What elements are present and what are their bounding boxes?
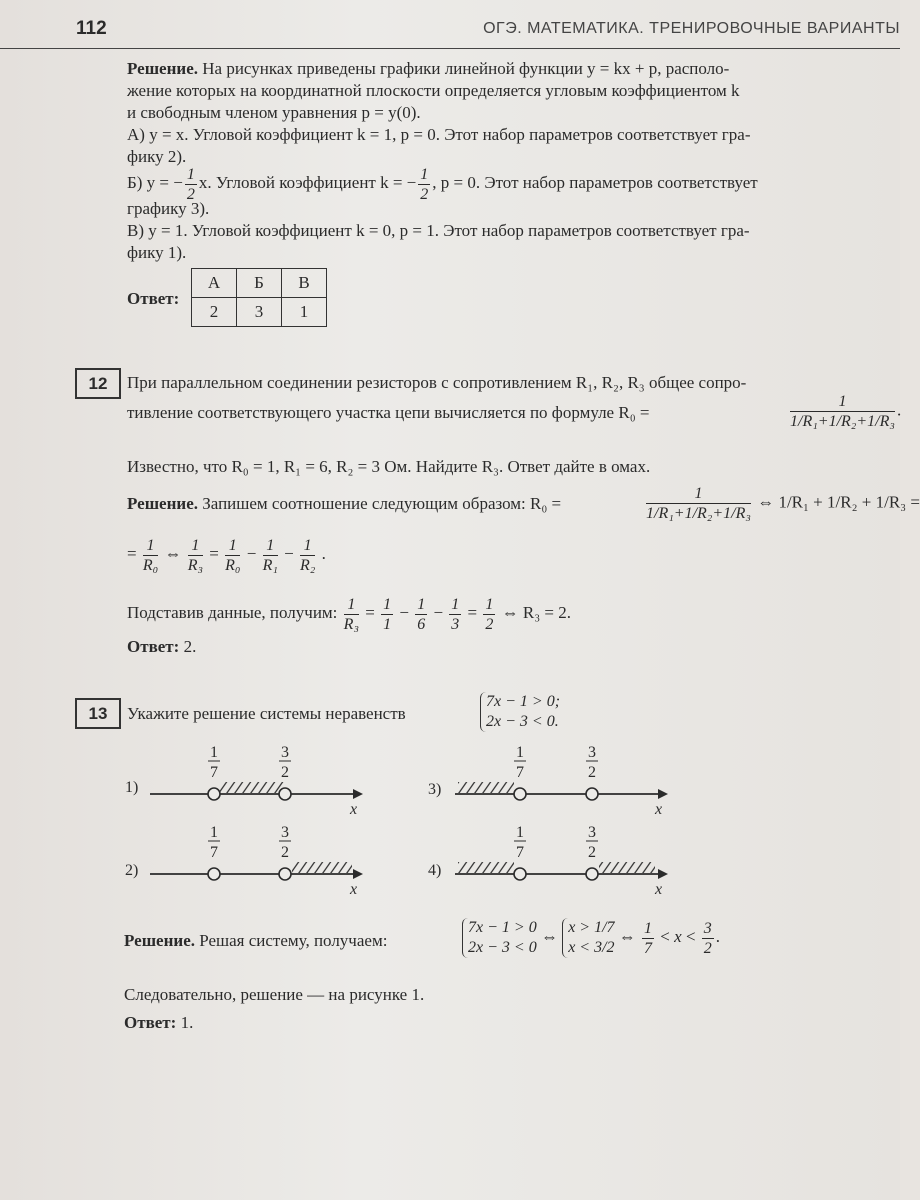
task12-answer: Ответ: 2. — [127, 637, 197, 656]
svg-text:7: 7 — [210, 844, 218, 861]
task11-case-b-cont: графику 3). — [127, 199, 210, 218]
svg-text:3: 3 — [281, 824, 289, 841]
answer-header-v: В — [282, 269, 327, 298]
task12-line2: тивление соответствующего участка цепи вычисляется по формуле R₀ = — [127, 403, 650, 422]
svg-text:7: 7 — [516, 764, 524, 781]
answer-value-a: 2 — [192, 298, 237, 327]
option-4-axis-label: x — [655, 881, 663, 898]
option-1-axis-label: x — [350, 801, 358, 818]
svg-text:7: 7 — [516, 844, 524, 861]
task13-solution: Решение. Решая систему, получаем: — [124, 931, 388, 950]
answer-value-b: 3 — [237, 298, 282, 327]
task12-formula: $\frac{1}{\text{1/R₁+1/R₂+1/R₃}}$ . — [790, 393, 902, 430]
task11-solution-line3: и свободным членом уравнения p = y(0). — [127, 103, 421, 122]
option-3-number-line — [428, 744, 668, 818]
option-1-label: 1) — [125, 779, 139, 796]
option-4-label: 4) — [428, 862, 442, 879]
svg-text:3: 3 — [281, 744, 289, 761]
task11-case-b: Б) y = − $\frac{1}{2}$ x. Угловой коэффициент k = − $\frac{1}{2}$ , p = 0. Этот набор параметров соответствует — [127, 165, 758, 203]
task13-system: 7x − 1 > 0; 2x − 3 < 0. — [480, 692, 560, 732]
task11-answer-table — [191, 268, 327, 327]
svg-text:1: 1 — [516, 824, 524, 841]
answer-value-v: 1 — [282, 298, 327, 327]
task11-case-v-cont: фику 1). — [127, 243, 187, 262]
task13-answer: Ответ: 1. — [124, 1013, 194, 1032]
option-2-axis-label: x — [350, 881, 358, 898]
task12-solution: Решение. Запишем соотношение следующим образом: R₀ = — [127, 494, 562, 513]
running-title: ОГЭ. МАТЕМАТИКА. ТРЕНИРОВОЧНЫЕ ВАРИАНТЫ — [483, 20, 900, 37]
task13-solution-system: 7x − 1 > 0 2x − 3 < 0 ⇔ x > 1/7 x < 3/2 ⇔ $\frac{1}{7}$ < x < $\frac{3}{2}$ . — [462, 917, 720, 958]
task11-answer-label: Ответ: — [127, 289, 180, 308]
svg-text:1: 1 — [516, 744, 524, 761]
svg-text:3: 3 — [588, 744, 596, 761]
svg-text:1: 1 — [210, 824, 218, 841]
task12-substitution: Подставив данные, получим: $\frac{1}{\text{R₃}}$ = $\frac{1}{1}$ − $\frac{1}{6}$ − $\frac{1}{3}$ = $\frac{1}{2}$ ⇔ R₃ = 2. — [127, 595, 571, 633]
option-3-axis-label: x — [655, 801, 663, 818]
task11-case-v: В) y = 1. Угловой коэффициент k = 0, p = 1. Этот набор параметров соответствует гра- — [127, 221, 750, 240]
task13-number-box: 13 — [75, 698, 121, 729]
task11-case-a: А) y = x. Угловой коэффициент k = 1, p = 0. Этот набор параметров соответствует гра- — [127, 125, 751, 144]
svg-text:3: 3 — [588, 824, 596, 841]
answer-header-a: А — [192, 269, 237, 298]
task13-number-lines — [110, 740, 680, 905]
task12-relation-2: = $\frac{1}{\text{R₀}}$ ⇔ $\frac{1}{\text{R₃}}$ = $\frac{1}{\text{R₀}}$ − $\frac{1}{\text{R₁}}$ − $\frac{1}{\text{R₂}}$ . — [127, 536, 326, 574]
task12-line3: Известно, что R₀ = 1, R₁ = 6, R₂ = 3 Ом. Найдите R₃. Ответ дайте в омах. — [127, 457, 651, 476]
page-header — [0, 14, 900, 49]
task11-case-a-cont: фику 2). — [127, 147, 187, 166]
svg-text:1: 1 — [210, 744, 218, 761]
svg-text:7: 7 — [210, 764, 218, 781]
task13-conclusion: Следовательно, решение — на рисунке 1. — [124, 985, 425, 1004]
task11-solution-line2: жение которых на координатной плоскости определяется угловым коэффициентом k — [127, 81, 740, 100]
task11-solution-line1: Решение. На рисунках приведены графики линейной функции y = kx + p, располо- — [127, 59, 730, 78]
option-3-label: 3) — [428, 781, 442, 798]
option-2-label: 2) — [125, 862, 139, 879]
task13-question: Укажите решение системы неравенств — [127, 704, 406, 723]
task12-relation-1: $\frac{1}{\text{1/R₁+1/R₂+1/R₃}}$ ⇔ 1/R₁ + 1/R₂ + 1/R₃ = — [646, 485, 920, 522]
task12-line1: При параллельном соединении резисторов с сопротивлением R₁, R₂, R₃ общее сопро- — [127, 373, 747, 392]
option-1-number-line — [125, 744, 363, 818]
svg-text:2: 2 — [281, 764, 289, 781]
option-2-number-line — [125, 824, 363, 898]
svg-text:2: 2 — [281, 844, 289, 861]
task12-number-box: 12 — [75, 368, 121, 399]
svg-text:2: 2 — [588, 764, 596, 781]
svg-text:2: 2 — [588, 844, 596, 861]
option-4-number-line — [428, 824, 668, 898]
answer-header-b: Б — [237, 269, 282, 298]
page-number: 112 — [76, 18, 107, 39]
